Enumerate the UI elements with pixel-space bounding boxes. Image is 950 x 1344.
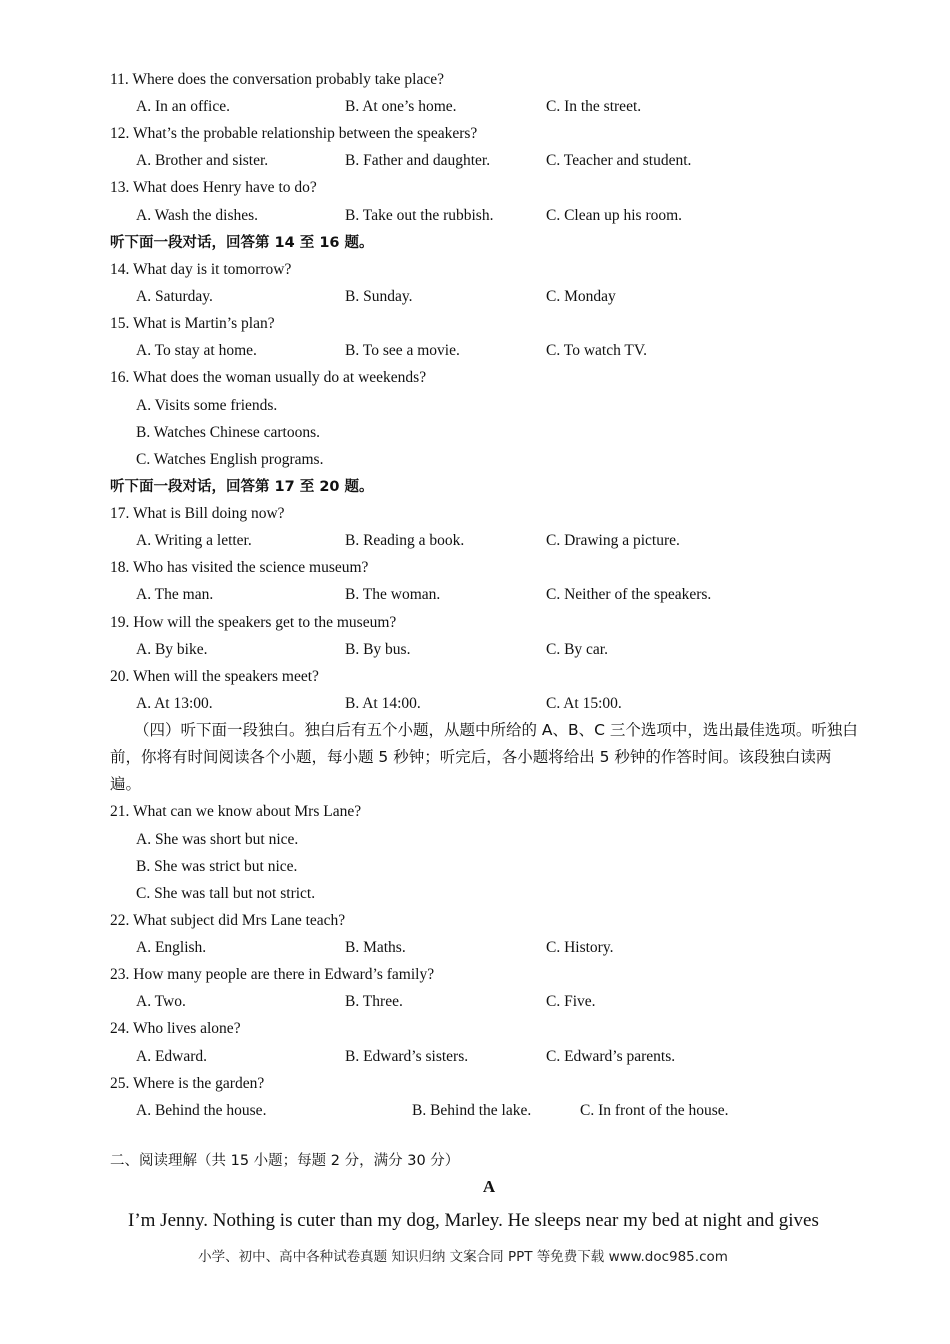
instruction-14-16: 听下面一段对话，回答第 14 至 16 题。 <box>110 235 374 251</box>
option-24-a: A. Edward. <box>136 1048 208 1065</box>
question-24: 24. Who lives alone? <box>110 1020 241 1037</box>
option-18-c: C. Neither of the speakers. <box>546 586 712 603</box>
passage-text: I’m Jenny. Nothing is cuter than my dog, Marley. He sleeps near my bed at night and gives <box>128 1210 819 1231</box>
question-21: 21. What can we know about Mrs Lane? <box>110 803 362 820</box>
option-22-b: B. Maths. <box>345 939 406 956</box>
option-11-b: B. At one’s home. <box>345 98 457 115</box>
option-15-b: B. To see a movie. <box>345 342 460 359</box>
option-17-b: B. Reading a book. <box>345 532 465 549</box>
question-19: 19. How will the speakers get to the museum? <box>110 614 397 631</box>
option-22-c: C. History. <box>546 939 614 956</box>
question-16: 16. What does the woman usually do at weekends? <box>110 369 427 386</box>
option-23-b: B. Three. <box>345 993 403 1010</box>
option-12-b: B. Father and daughter. <box>345 152 491 169</box>
question-25: 25. Where is the garden? <box>110 1075 265 1092</box>
option-12-a: A. Brother and sister. <box>136 152 269 169</box>
option-13-c: C. Clean up his room. <box>546 207 683 224</box>
option-24-c: C. Edward’s parents. <box>546 1048 676 1065</box>
option-13-a: A. Wash the dishes. <box>136 207 259 224</box>
instruction-17-20: 听下面一段对话，回答第 17 至 20 题。 <box>110 479 374 495</box>
question-12: 12. What’s the probable relationship between the speakers? <box>110 125 478 142</box>
option-22-a: A. English. <box>136 939 207 956</box>
option-19-b: B. By bus. <box>345 641 411 658</box>
question-11: 11. Where does the conversation probably take place? <box>110 71 444 88</box>
option-19-c: C. By car. <box>546 641 608 658</box>
option-11-a: A. In an office. <box>136 98 230 115</box>
option-15-a: A. To stay at home. <box>136 342 257 359</box>
option-16-a: A. Visits some friends. <box>136 397 278 414</box>
reading-section-header: 二、阅读理解（共 15 小题；每题 2 分，满分 30 分） <box>110 1153 460 1169</box>
option-16-c: C. Watches English programs. <box>136 451 324 468</box>
page-footer: 小学、初中、高中各种试卷真题 知识归纳 文案合同 PPT 等免费下载 www.doc985.com <box>198 1249 728 1265</box>
option-14-c: C. Monday <box>546 288 616 305</box>
option-16-b: B. Watches Chinese cartoons. <box>136 424 320 441</box>
option-23-c: C. Five. <box>546 993 596 1010</box>
option-17-c: C. Drawing a picture. <box>546 532 680 549</box>
option-20-c: C. At 15:00. <box>546 695 622 712</box>
option-25-a: A. Behind the house. <box>136 1102 267 1119</box>
option-14-a: A. Saturday. <box>136 288 213 305</box>
option-20-b: B. At 14:00. <box>345 695 421 712</box>
option-13-b: B. Take out the rubbish. <box>345 207 494 224</box>
passage-title: A <box>482 1177 496 1196</box>
option-12-c: C. Teacher and student. <box>546 152 692 169</box>
option-17-a: A. Writing a letter. <box>136 532 252 549</box>
question-15: 15. What is Martin’s plan? <box>110 315 275 332</box>
option-25-b: B. Behind the lake. <box>412 1102 532 1119</box>
option-21-c: C. She was tall but not strict. <box>136 885 316 902</box>
question-22: 22. What subject did Mrs Lane teach? <box>110 912 346 929</box>
option-21-b: B. She was strict but nice. <box>136 858 298 875</box>
question-23: 23. How many people are there in Edward’s family? <box>110 966 435 983</box>
option-19-a: A. By bike. <box>136 641 208 658</box>
question-18: 18. Who has visited the science museum? <box>110 559 369 576</box>
option-23-a: A. Two. <box>136 993 186 1010</box>
option-24-b: B. Edward’s sisters. <box>345 1048 469 1065</box>
option-15-c: C. To watch TV. <box>546 342 647 359</box>
section-4-instruction: （四）听下面一段独白。独白后有五个小题，从题中所给的 A、B、C 三个选项中，选出最佳选项。听独白前，你将有时间阅读各个小题，每小题 5 秒钟；听完后，各小题将给出 5 秒钟的作答时间。该段独白读两遍。 <box>110 721 858 793</box>
option-25-c: C. In front of the house. <box>580 1102 729 1119</box>
option-20-a: A. At 13:00. <box>136 695 213 712</box>
question-13: 13. What does Henry have to do? <box>110 179 317 196</box>
option-11-c: C. In the street. <box>546 98 642 115</box>
question-17: 17. What is Bill doing now? <box>110 505 285 522</box>
option-18-b: B. The woman. <box>345 586 441 603</box>
question-20: 20. When will the speakers meet? <box>110 668 319 685</box>
question-14: 14. What day is it tomorrow? <box>110 261 292 278</box>
option-14-b: B. Sunday. <box>345 288 413 305</box>
option-21-a: A. She was short but nice. <box>136 831 299 848</box>
option-18-a: A. The man. <box>136 586 214 603</box>
